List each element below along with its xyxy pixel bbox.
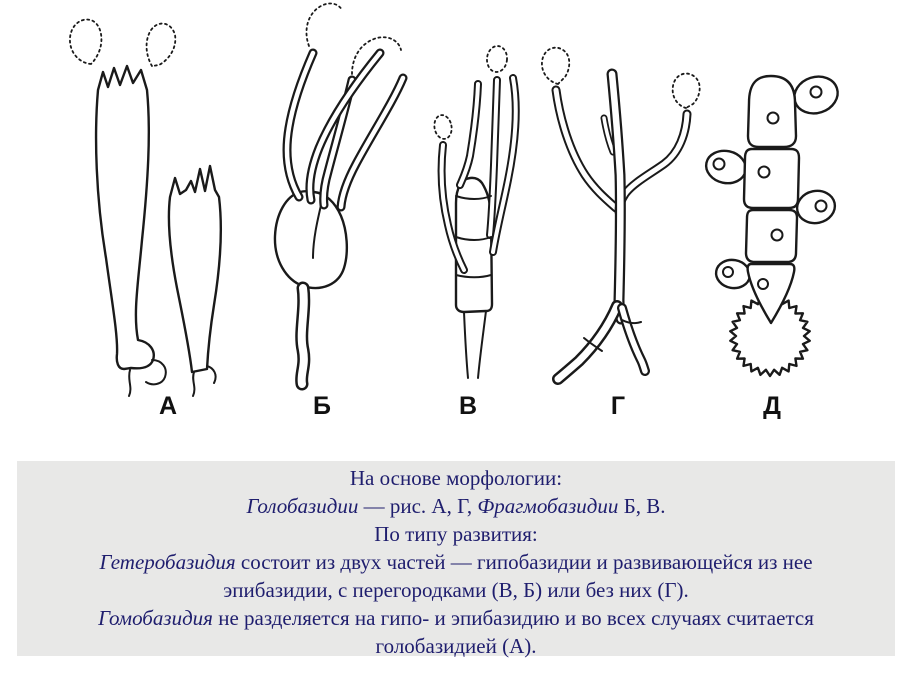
caption-line: Голобазидии — рис. А, Г, Фрагмобазидии Б, В. (246, 494, 666, 518)
spore-outline (673, 74, 700, 108)
cell-pore-ring (759, 167, 770, 178)
cell-pore-ring (758, 279, 768, 289)
stalk-line (464, 312, 468, 378)
figure-g-forked-basidium (542, 48, 700, 379)
figure-d-cell-chain-teliospore (703, 71, 842, 376)
figure-a-holobasidium (70, 20, 221, 396)
figure-label-d: Д (763, 392, 781, 420)
epibasidium-branch (556, 90, 616, 208)
figure-label-v: В (458, 392, 478, 420)
basal-hypha-line (129, 370, 130, 396)
spore-outline (70, 20, 101, 64)
figure-b-heterobasidium-bulbous (275, 3, 403, 384)
spore-outline (306, 3, 342, 46)
basal-hypha-line (193, 372, 194, 396)
figure-label-b: Б (313, 392, 331, 420)
spore-outline (433, 114, 454, 141)
bud-pore-ring (714, 159, 725, 170)
cell-pore-ring (772, 230, 783, 241)
lateral-bud (703, 147, 749, 187)
spore-outline (542, 48, 569, 84)
caption-line: эпибазидии, с перегородками (В, Б) или без них (Г). (223, 578, 689, 602)
caption-line: голобазидией (А). (375, 634, 537, 658)
caption-line: По типу развития: (374, 522, 538, 546)
figure-v-phragmobasidium (433, 45, 516, 378)
bud-pore-ring (723, 267, 733, 277)
figure-label-g: Г (610, 392, 626, 420)
caption-box (17, 461, 895, 656)
caption-line: На основе морфологии: (349, 466, 563, 490)
basal-hypha-line (207, 366, 216, 383)
figure-label-a: А (158, 392, 178, 420)
stalk-line (478, 311, 486, 378)
bud-pore-ring (816, 201, 827, 212)
spore-outline (147, 24, 176, 66)
epibasidium-branch (619, 114, 687, 212)
caption-line: Гетеробазидия состоит из двух частей — гипобазидии и развивающейся из нее (99, 550, 813, 574)
bud-pore-ring (811, 87, 822, 98)
small-basidium-body (169, 166, 221, 372)
chain-cell (744, 149, 799, 208)
chain-cell (748, 76, 796, 147)
spore-outline (486, 45, 508, 73)
caption-line: Гомобазидия не разделяется на гипо- и эпибазидию и во всех случаях считается (98, 606, 814, 630)
large-basidium-body (96, 66, 154, 369)
hypobasidium-bulb (275, 191, 347, 288)
cell-pore-ring (768, 113, 779, 124)
